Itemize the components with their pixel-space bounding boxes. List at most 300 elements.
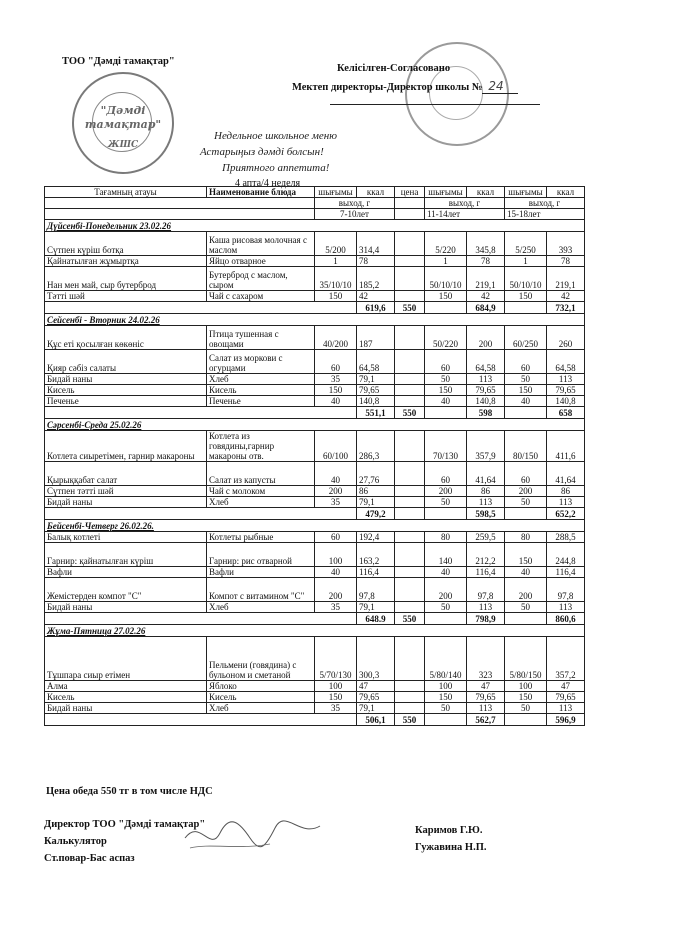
yield-11-14: 200 xyxy=(425,486,467,497)
menu-item-row xyxy=(45,431,585,462)
total-kcal-11-14: 684,9 xyxy=(467,302,505,314)
total-empty-2 xyxy=(425,613,467,625)
kcal-7-10: 187 xyxy=(357,326,395,350)
kcal-7-10: 79,65 xyxy=(357,385,395,396)
total-kcal-15-18: 596,9 xyxy=(547,714,585,726)
total-row xyxy=(45,714,585,726)
welcome-line-1: Недельное школьное меню xyxy=(214,130,338,142)
kcal-7-10: 300,3 xyxy=(357,637,395,681)
kcal-11-14: 323 xyxy=(467,637,505,681)
kcal-15-18: 411,6 xyxy=(547,431,585,462)
yield-7-10: 40 xyxy=(315,462,357,486)
total-empty-3 xyxy=(505,613,547,625)
yield-15-18: 50 xyxy=(505,602,547,613)
kcal-7-10: 79,65 xyxy=(357,692,395,703)
total-empty xyxy=(45,407,357,419)
kcal-11-14: 219,1 xyxy=(467,267,505,291)
dish-name-ru: Салат из моркови с огурцами xyxy=(207,350,315,374)
kcal-11-14: 113 xyxy=(467,602,505,613)
yield-11-14: 50/10/10 xyxy=(425,267,467,291)
total-price: 550 xyxy=(395,714,425,726)
kcal-7-10: 286,3 xyxy=(357,431,395,462)
yield-11-14: 50 xyxy=(425,497,467,508)
header-row-1 xyxy=(45,187,585,198)
header-empty-2 xyxy=(45,209,315,220)
total-empty-2 xyxy=(425,407,467,419)
kcal-15-18: 393 xyxy=(547,232,585,256)
yield-7-10: 35 xyxy=(315,497,357,508)
yield-11-14: 50 xyxy=(425,703,467,714)
kcal-11-14: 42 xyxy=(467,291,505,302)
header-empty-price xyxy=(395,198,425,209)
total-kcal-7-10: 648.9 xyxy=(357,613,395,625)
yield-15-18: 100 xyxy=(505,681,547,692)
yield-7-10: 35 xyxy=(315,602,357,613)
total-empty-2 xyxy=(425,302,467,314)
price-cell xyxy=(395,637,425,681)
day-title: Сәрсенбі-Среда 25.02.26 xyxy=(45,419,585,431)
yield-7-10: 5/200 xyxy=(315,232,357,256)
menu-item-row xyxy=(45,267,585,291)
yield-7-10: 60 xyxy=(315,532,357,543)
kcal-7-10: 78 xyxy=(357,256,395,267)
kcal-11-14: 200 xyxy=(467,326,505,350)
yield-15-18: 40 xyxy=(505,567,547,578)
yield-11-14: 5/220 xyxy=(425,232,467,256)
header-name-ru: Наименование блюда xyxy=(207,187,315,198)
kcal-7-10: 163,2 xyxy=(357,543,395,567)
day-row xyxy=(45,314,585,326)
kcal-7-10: 116,4 xyxy=(357,567,395,578)
yield-15-18: 80 xyxy=(505,532,547,543)
kcal-15-18: 41,64 xyxy=(547,462,585,486)
yield-11-14: 50 xyxy=(425,602,467,613)
yield-11-14: 50 xyxy=(425,374,467,385)
menu-table xyxy=(44,186,585,726)
price-cell xyxy=(395,486,425,497)
total-kcal-7-10: 551,1 xyxy=(357,407,395,419)
price-cell xyxy=(395,385,425,396)
day-title: Дүйсенбі-Понедельник 23.02.26 xyxy=(45,220,585,232)
dish-name-ru: Котлеты рыбные xyxy=(207,532,315,543)
kcal-11-14: 113 xyxy=(467,374,505,385)
dish-name-kz: Печенье xyxy=(45,396,207,407)
menu-item-row xyxy=(45,692,585,703)
stamp-line-3: ЖШС xyxy=(107,140,139,150)
dish-name-ru: Пельмени (говядина) с бульоном и сметаной xyxy=(207,637,315,681)
kcal-11-14: 113 xyxy=(467,703,505,714)
yield-11-14: 60 xyxy=(425,462,467,486)
yield-11-14: 50/220 xyxy=(425,326,467,350)
total-empty xyxy=(45,302,357,314)
dish-name-kz: Кисель xyxy=(45,692,207,703)
kcal-7-10: 314,4 xyxy=(357,232,395,256)
dish-name-ru: Чай с молоком xyxy=(207,486,315,497)
header-yield-3: шығымы xyxy=(505,187,547,198)
dish-name-ru: Хлеб xyxy=(207,497,315,508)
yield-11-14: 5/80/140 xyxy=(425,637,467,681)
menu-item-row xyxy=(45,602,585,613)
kcal-15-18: 113 xyxy=(547,374,585,385)
kcal-11-14: 345,8 xyxy=(467,232,505,256)
dish-name-ru: Чай с сахаром xyxy=(207,291,315,302)
kcal-11-14: 116,4 xyxy=(467,567,505,578)
dish-name-ru: Хлеб xyxy=(207,703,315,714)
price-cell xyxy=(395,291,425,302)
price-cell xyxy=(395,543,425,567)
kcal-7-10: 64,58 xyxy=(357,350,395,374)
total-empty-3 xyxy=(505,407,547,419)
dish-name-kz: Балық котлеті xyxy=(45,532,207,543)
total-row xyxy=(45,302,585,314)
total-price xyxy=(395,508,425,520)
day-row xyxy=(45,520,585,532)
yield-11-14: 60 xyxy=(425,350,467,374)
dish-name-ru: Гарнир: рис отварной xyxy=(207,543,315,567)
menu-item-row xyxy=(45,543,585,567)
yield-11-14: 40 xyxy=(425,396,467,407)
yield-11-14: 150 xyxy=(425,291,467,302)
welcome-line-3: Приятного аппетита! xyxy=(222,162,330,174)
footer-cook: Ст.повар-Бас аспаз xyxy=(44,853,135,864)
yield-11-14: 40 xyxy=(425,567,467,578)
menu-item-row xyxy=(45,703,585,714)
dish-name-kz: Қайнатылған жұмыртқа xyxy=(45,256,207,267)
dish-name-ru: Яблоко xyxy=(207,681,315,692)
kcal-7-10: 86 xyxy=(357,486,395,497)
kcal-15-18: 219,1 xyxy=(547,267,585,291)
kcal-15-18: 357,2 xyxy=(547,637,585,681)
dish-name-kz: Бидай наны xyxy=(45,374,207,385)
dish-name-kz: Котлета сиыретімен, гарнир макароны xyxy=(45,431,207,462)
kcal-11-14: 113 xyxy=(467,497,505,508)
kcal-7-10: 47 xyxy=(357,681,395,692)
kcal-15-18: 113 xyxy=(547,703,585,714)
header-row-3 xyxy=(45,209,585,220)
kcal-7-10: 185,2 xyxy=(357,267,395,291)
kcal-15-18: 78 xyxy=(547,256,585,267)
header-yield-g-1: выход, г xyxy=(315,198,395,209)
header-name-kz: Тағамның атауы xyxy=(45,187,207,198)
kcal-11-14: 212,2 xyxy=(467,543,505,567)
header-row-2 xyxy=(45,198,585,209)
yield-15-18: 1 xyxy=(505,256,547,267)
kcal-15-18: 140,8 xyxy=(547,396,585,407)
yield-15-18: 50 xyxy=(505,374,547,385)
yield-15-18: 50/10/10 xyxy=(505,267,547,291)
yield-7-10: 40 xyxy=(315,396,357,407)
dish-name-ru: Бутерброд с маслом, сыром xyxy=(207,267,315,291)
kcal-15-18: 244,8 xyxy=(547,543,585,567)
menu-item-row xyxy=(45,291,585,302)
kcal-15-18: 288,5 xyxy=(547,532,585,543)
kcal-7-10: 27,76 xyxy=(357,462,395,486)
yield-7-10: 35 xyxy=(315,374,357,385)
price-cell xyxy=(395,692,425,703)
dish-name-kz: Сүтпен күріш ботқа xyxy=(45,232,207,256)
total-price: 550 xyxy=(395,407,425,419)
header-kcal-2: ккал xyxy=(467,187,505,198)
menu-item-row xyxy=(45,497,585,508)
kcal-15-18: 47 xyxy=(547,681,585,692)
dish-name-kz: Кисель xyxy=(45,385,207,396)
total-kcal-7-10: 506,1 xyxy=(357,714,395,726)
yield-15-18: 60 xyxy=(505,350,547,374)
yield-7-10: 35/10/10 xyxy=(315,267,357,291)
dish-name-kz: Тұшпара сиыр етімен xyxy=(45,637,207,681)
yield-11-14: 150 xyxy=(425,385,467,396)
yield-15-18: 40 xyxy=(505,396,547,407)
stamp-line-1: "Дәмді xyxy=(100,104,146,117)
school-stamp xyxy=(405,42,509,146)
yield-7-10: 200 xyxy=(315,486,357,497)
yield-15-18: 150 xyxy=(505,291,547,302)
price-cell xyxy=(395,681,425,692)
kcal-15-18: 79,65 xyxy=(547,385,585,396)
price-cell xyxy=(395,602,425,613)
footer-calculator: Калькулятор xyxy=(44,836,107,847)
footer-name-1: Каримов Г.Ю. xyxy=(415,825,483,836)
welcome-line-2: Астарыңыз дәмді болсын! xyxy=(200,146,324,158)
kcal-11-14: 47 xyxy=(467,681,505,692)
dish-name-ru: Хлеб xyxy=(207,374,315,385)
dish-name-kz: Қияр сәбіз салаты xyxy=(45,350,207,374)
yield-7-10: 100 xyxy=(315,543,357,567)
total-price: 550 xyxy=(395,302,425,314)
day-title: Жұма-Пятница 27.02.26 xyxy=(45,625,585,637)
week-label: 4 апта/4 неделя xyxy=(235,178,301,189)
dish-name-kz: Бидай наны xyxy=(45,602,207,613)
kcal-15-18: 42 xyxy=(547,291,585,302)
total-row xyxy=(45,407,585,419)
dish-name-ru: Компот с витамином "С" xyxy=(207,578,315,602)
price-cell xyxy=(395,578,425,602)
yield-11-14: 150 xyxy=(425,692,467,703)
day-row xyxy=(45,220,585,232)
day-row xyxy=(45,419,585,431)
menu-item-row xyxy=(45,256,585,267)
signature-line xyxy=(330,104,540,105)
menu-item-row xyxy=(45,232,585,256)
total-row xyxy=(45,508,585,520)
dish-name-kz: Сүтпен тәтті шәй xyxy=(45,486,207,497)
price-cell xyxy=(395,396,425,407)
yield-7-10: 35 xyxy=(315,703,357,714)
total-kcal-11-14: 598,5 xyxy=(467,508,505,520)
dish-name-kz: Вафли xyxy=(45,567,207,578)
school-number: 24 xyxy=(482,79,517,94)
yield-15-18: 5/250 xyxy=(505,232,547,256)
total-empty-3 xyxy=(505,302,547,314)
header-empty-price-2 xyxy=(395,209,425,220)
kcal-7-10: 42 xyxy=(357,291,395,302)
kcal-15-18: 116,4 xyxy=(547,567,585,578)
company-stamp xyxy=(72,72,174,174)
kcal-7-10: 140,8 xyxy=(357,396,395,407)
director-label: Мектеп директоры-Директор школы № xyxy=(292,82,483,93)
total-empty-2 xyxy=(425,508,467,520)
price-cell xyxy=(395,703,425,714)
yield-7-10: 150 xyxy=(315,291,357,302)
total-kcal-11-14: 598 xyxy=(467,407,505,419)
kcal-11-14: 259,5 xyxy=(467,532,505,543)
menu-item-row xyxy=(45,681,585,692)
total-kcal-15-18: 732,1 xyxy=(547,302,585,314)
dish-name-ru: Котлета из говядины,гарнир макароны отв. xyxy=(207,431,315,462)
yield-7-10: 60 xyxy=(315,350,357,374)
header-yield-g-3: выход, г xyxy=(505,198,585,209)
price-cell xyxy=(395,256,425,267)
header-empty xyxy=(45,198,315,209)
stamp-line-2: тамақтар" xyxy=(84,118,162,131)
kcal-11-14: 79,65 xyxy=(467,385,505,396)
kcal-7-10: 97,8 xyxy=(357,578,395,602)
price-cell xyxy=(395,267,425,291)
yield-7-10: 150 xyxy=(315,692,357,703)
agreed-title: Келісілген-Согласовано xyxy=(337,63,451,74)
menu-item-row xyxy=(45,578,585,602)
dish-name-kz: Гарнир: қайнатылған күріш xyxy=(45,543,207,567)
price-note: Цена обеда 550 тг в том числе НДС xyxy=(46,786,213,797)
yield-11-14: 70/130 xyxy=(425,431,467,462)
footer-director: Директор ТОО "Дәмді тамақтар" xyxy=(44,819,206,830)
price-cell xyxy=(395,431,425,462)
kcal-7-10: 192,4 xyxy=(357,532,395,543)
header-age-11-14: 11-14лет xyxy=(425,209,505,220)
dish-name-ru: Яйцо отварное xyxy=(207,256,315,267)
dish-name-ru: Кисель xyxy=(207,692,315,703)
kcal-11-14: 78 xyxy=(467,256,505,267)
dish-name-ru: Птица тушенная с овощами xyxy=(207,326,315,350)
yield-15-18: 50 xyxy=(505,497,547,508)
kcal-15-18: 64,58 xyxy=(547,350,585,374)
yield-7-10: 40/200 xyxy=(315,326,357,350)
kcal-15-18: 97,8 xyxy=(547,578,585,602)
header-kcal-3: ккал xyxy=(547,187,585,198)
yield-15-18: 150 xyxy=(505,385,547,396)
menu-item-row xyxy=(45,326,585,350)
dish-name-kz: Жемістерден компот "С" xyxy=(45,578,207,602)
header-yield-1: шығымы xyxy=(315,187,357,198)
kcal-11-14: 140,8 xyxy=(467,396,505,407)
menu-item-row xyxy=(45,486,585,497)
kcal-15-18: 79,65 xyxy=(547,692,585,703)
yield-7-10: 150 xyxy=(315,385,357,396)
kcal-15-18: 113 xyxy=(547,602,585,613)
kcal-11-14: 41,64 xyxy=(467,462,505,486)
yield-15-18: 80/150 xyxy=(505,431,547,462)
kcal-7-10: 79,1 xyxy=(357,703,395,714)
kcal-11-14: 64,58 xyxy=(467,350,505,374)
total-empty-3 xyxy=(505,508,547,520)
yield-7-10: 40 xyxy=(315,567,357,578)
yield-7-10: 5/70/130 xyxy=(315,637,357,681)
yield-15-18: 60 xyxy=(505,462,547,486)
dish-name-ru: Вафли xyxy=(207,567,315,578)
dish-name-kz: Бидай наны xyxy=(45,703,207,714)
total-kcal-15-18: 658 xyxy=(547,407,585,419)
yield-7-10: 200 xyxy=(315,578,357,602)
total-row xyxy=(45,613,585,625)
total-empty xyxy=(45,508,357,520)
menu-item-row xyxy=(45,532,585,543)
dish-name-ru: Салат из капусты xyxy=(207,462,315,486)
yield-15-18: 150 xyxy=(505,692,547,703)
menu-item-row xyxy=(45,374,585,385)
kcal-11-14: 86 xyxy=(467,486,505,497)
price-cell xyxy=(395,232,425,256)
price-cell xyxy=(395,462,425,486)
kcal-11-14: 79,65 xyxy=(467,692,505,703)
total-kcal-15-18: 652,2 xyxy=(547,508,585,520)
signature-scribble xyxy=(180,808,330,858)
kcal-7-10: 79,1 xyxy=(357,602,395,613)
total-empty xyxy=(45,613,357,625)
menu-item-row xyxy=(45,385,585,396)
yield-11-14: 140 xyxy=(425,543,467,567)
yield-7-10: 60/100 xyxy=(315,431,357,462)
menu-item-row xyxy=(45,567,585,578)
yield-15-18: 50 xyxy=(505,703,547,714)
director-line xyxy=(292,79,518,94)
yield-15-18: 60/250 xyxy=(505,326,547,350)
kcal-11-14: 357,9 xyxy=(467,431,505,462)
dish-name-ru: Печенье xyxy=(207,396,315,407)
total-price: 550 xyxy=(395,613,425,625)
price-cell xyxy=(395,532,425,543)
total-kcal-15-18: 860,6 xyxy=(547,613,585,625)
yield-15-18: 200 xyxy=(505,486,547,497)
dish-name-ru: Каша рисовая молочная с маслом xyxy=(207,232,315,256)
header-age-15-18: 15-18лет xyxy=(505,209,585,220)
kcal-11-14: 97,8 xyxy=(467,578,505,602)
kcal-15-18: 86 xyxy=(547,486,585,497)
dish-name-kz: Тәтті шәй xyxy=(45,291,207,302)
company-name: ТОО "Дәмді тамақтар" xyxy=(62,56,175,67)
yield-7-10: 100 xyxy=(315,681,357,692)
dish-name-ru: Кисель xyxy=(207,385,315,396)
price-cell xyxy=(395,326,425,350)
day-row xyxy=(45,625,585,637)
menu-item-row xyxy=(45,396,585,407)
day-title: Сейсенбі - Вторник 24.02.26 xyxy=(45,314,585,326)
kcal-15-18: 113 xyxy=(547,497,585,508)
yield-11-14: 100 xyxy=(425,681,467,692)
dish-name-kz: Алма xyxy=(45,681,207,692)
total-kcal-7-10: 479,2 xyxy=(357,508,395,520)
yield-11-14: 200 xyxy=(425,578,467,602)
menu-item-row xyxy=(45,462,585,486)
yield-11-14: 80 xyxy=(425,532,467,543)
total-kcal-11-14: 562,7 xyxy=(467,714,505,726)
price-cell xyxy=(395,350,425,374)
total-kcal-11-14: 798,9 xyxy=(467,613,505,625)
yield-15-18: 200 xyxy=(505,578,547,602)
total-empty xyxy=(45,714,357,726)
kcal-7-10: 79,1 xyxy=(357,497,395,508)
yield-15-18: 150 xyxy=(505,543,547,567)
header-price: цена xyxy=(395,187,425,198)
kcal-15-18: 260 xyxy=(547,326,585,350)
total-empty-2 xyxy=(425,714,467,726)
dish-name-kz: Құс еті қосылған көкөніс xyxy=(45,326,207,350)
dish-name-ru: Хлеб xyxy=(207,602,315,613)
yield-11-14: 1 xyxy=(425,256,467,267)
header-age-7-10: 7-10лет xyxy=(315,209,395,220)
price-cell xyxy=(395,567,425,578)
header-kcal-1: ккал xyxy=(357,187,395,198)
price-cell xyxy=(395,497,425,508)
